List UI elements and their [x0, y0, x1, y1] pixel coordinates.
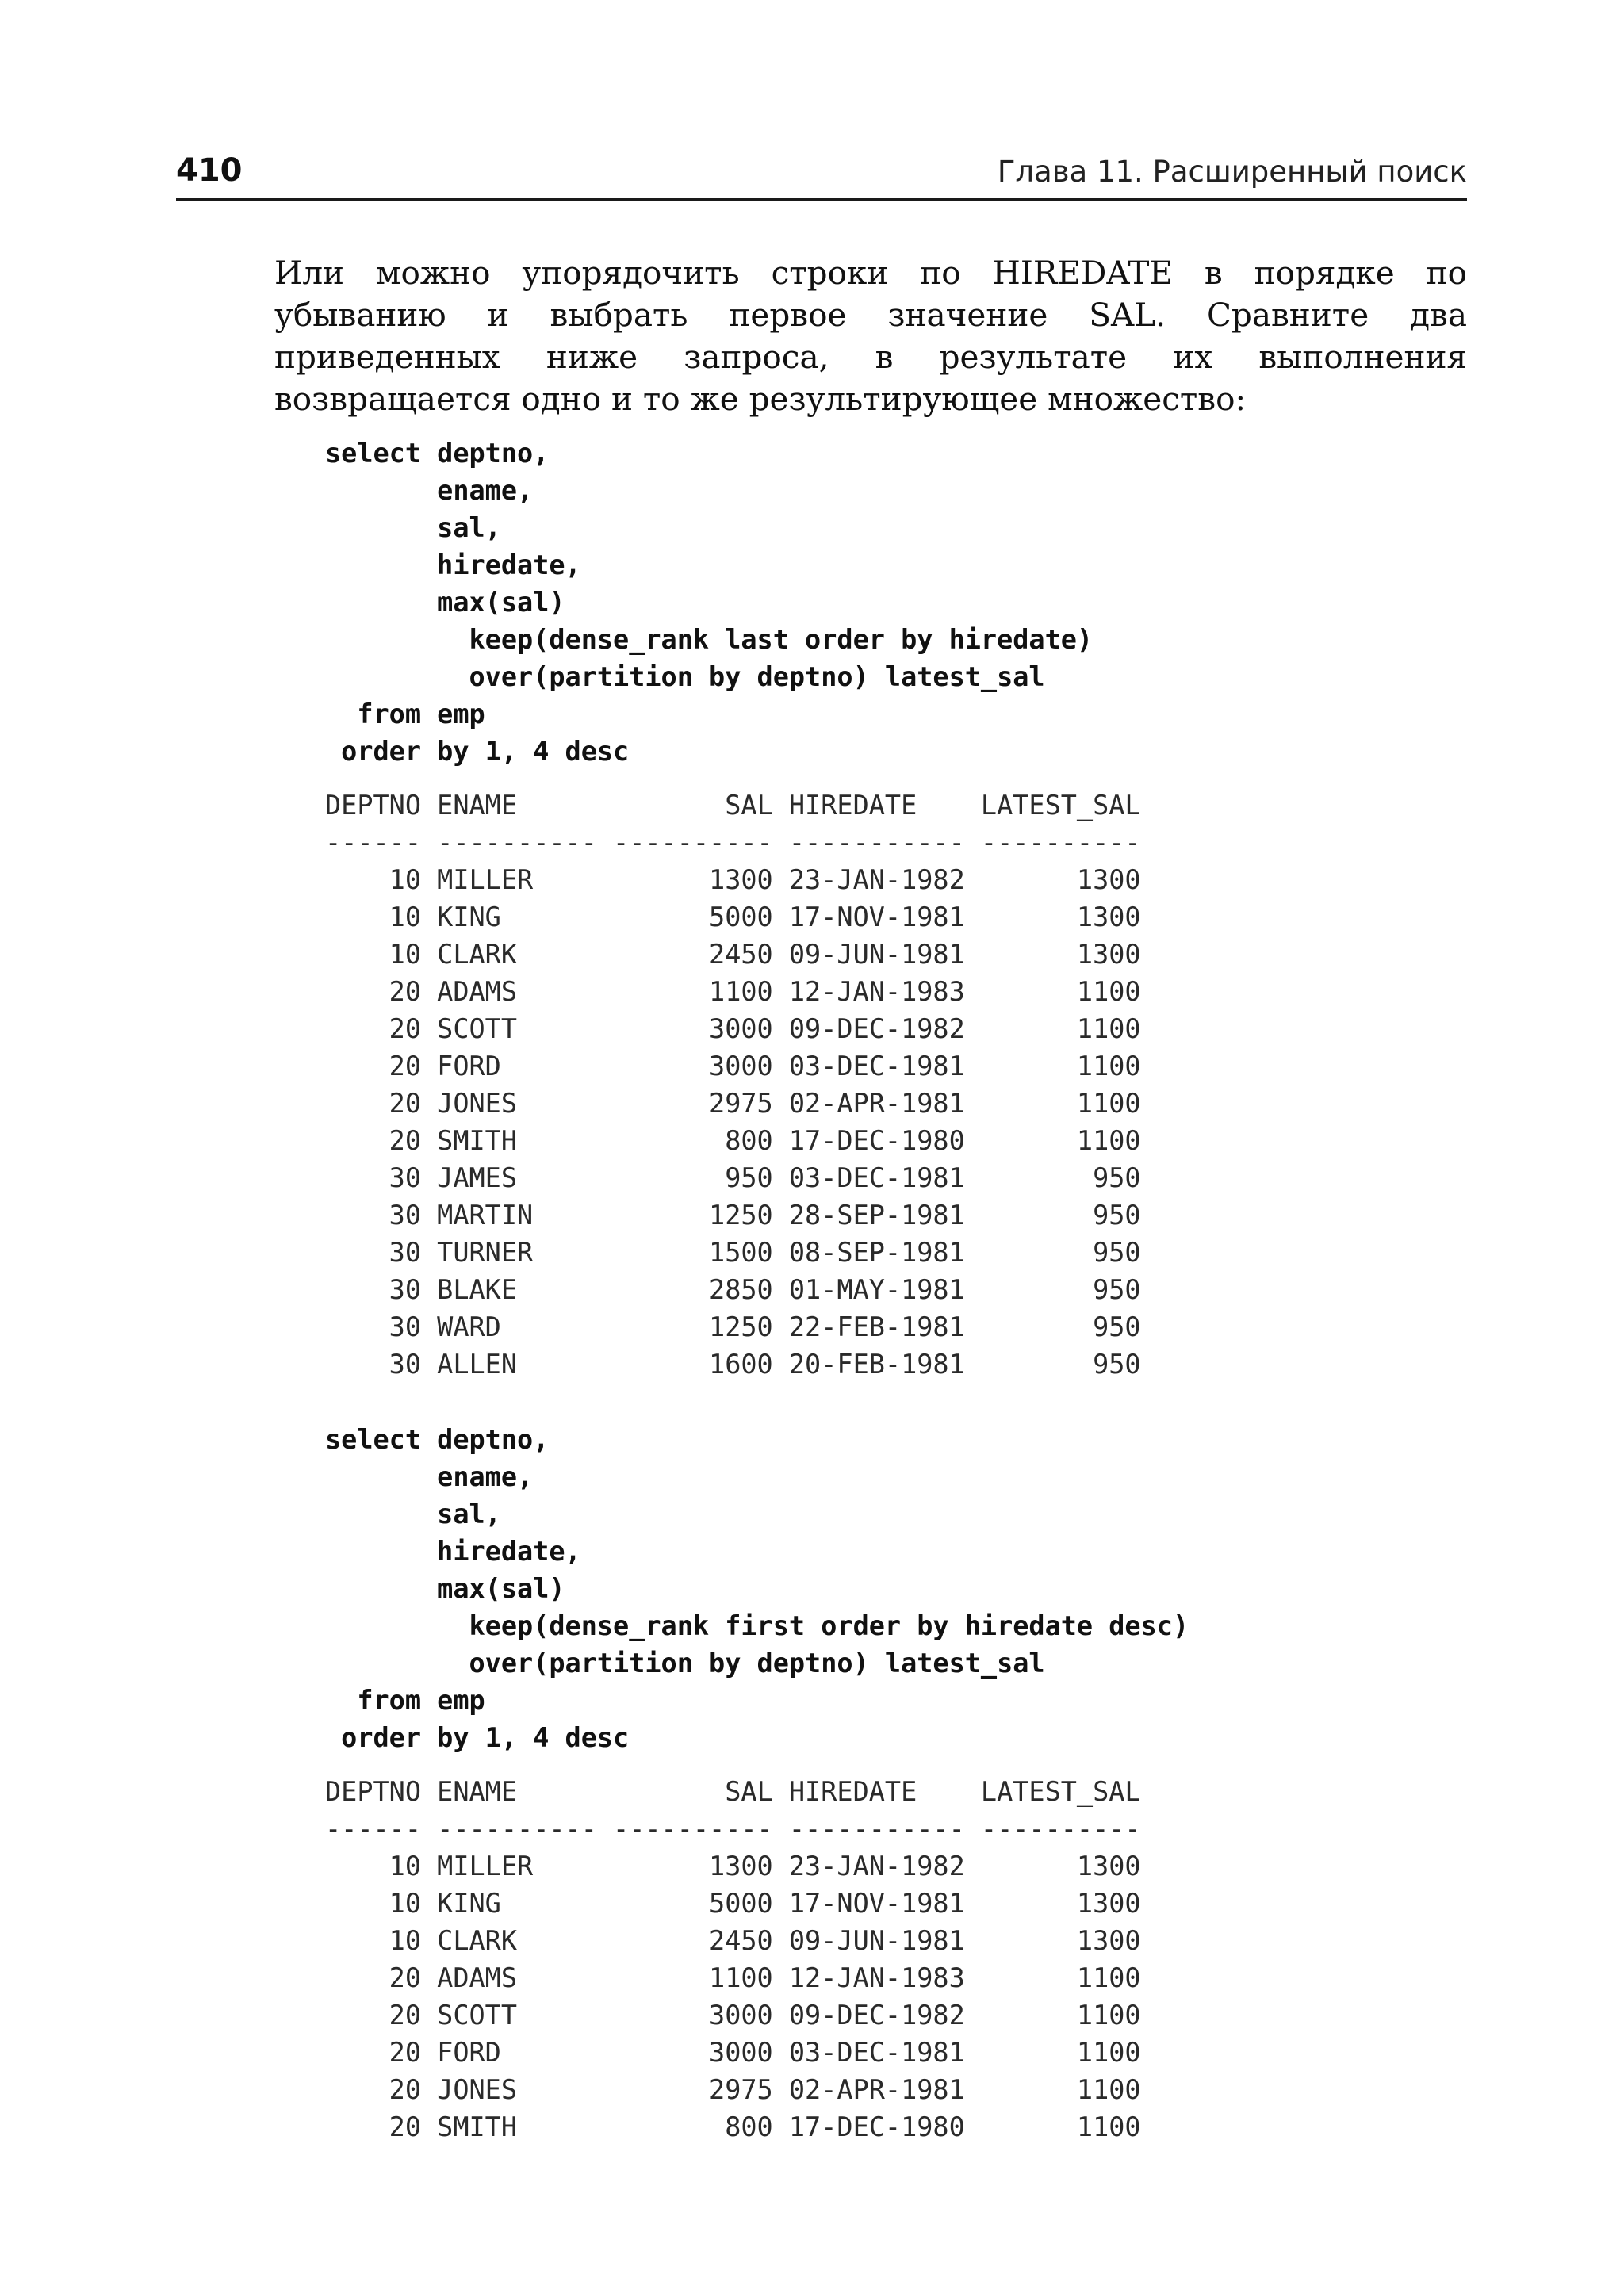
page-number: 410: [176, 152, 243, 189]
page-header: [176, 151, 1467, 201]
body-paragraph: Или можно упорядочить строки по HIREDATE в порядке по убыванию и выбрать первое значение SAL. Сравните два приведенных ниже запроса, в результате их выполнения возвращается одно и то же результирующее множество:: [274, 254, 1467, 418]
sql-query-2: select deptno, ename, sal, hiredate, max(sal) keep(dense_rank first order by hiredate desc) over(partition by deptno) latest_sal from emp order by 1, 4 desc: [325, 1424, 1189, 1753]
query-result-table-2: DEPTNO ENAME SAL HIREDATE LATEST_SAL ------ ---------- ---------- ----------- ---------- 10 MILLER 1300 23-JAN-1982 1300 10 KING 5000 17-NOV-1981 1300 10 CLARK 2450 09-JUN-1981 1300 20 ADAMS 1100 12-JAN-1983 1100 20 SCOTT 3000 09-DEC-1982 1100 20 FORD 3000 03-DEC-1981 1100 20 JONES 2975 02-APR-1981 1100 20 SMITH 800 17-DEC-1980 1100: [325, 1776, 1141, 2142]
query-result-table-1: DEPTNO ENAME SAL HIREDATE LATEST_SAL ------ ---------- ---------- ----------- ---------- 10 MILLER 1300 23-JAN-1982 1300 10 KING 5000 17-NOV-1981 1300 10 CLARK 2450 09-JUN-1981 1300 20 ADAMS 1100 12-JAN-1983 1100 20 SCOTT 3000 09-DEC-1982 1100 20 FORD 3000 03-DEC-1981 1100 20 JONES 2975 02-APR-1981 1100 20 SMITH 800 17-DEC-1980 1100 30 JAMES 950 03-DEC-1981 950 30 MARTIN 1250 28-SEP-1981 950 30 TURNER 1500 08-SEP-1981 950 30 BLAKE 2850 01-MAY-1981 950 30 WARD 1250 22-FEB-1981 950 30 ALLEN 1600 20-FEB-1981 950: [325, 790, 1141, 1380]
sql-query-1: select deptno, ename, sal, hiredate, max(sal) keep(dense_rank last order by hiredate) over(partition by deptno) latest_sal from emp order by 1, 4 desc: [325, 438, 1094, 767]
chapter-title: Глава 11. Расширенный поиск: [997, 155, 1467, 189]
